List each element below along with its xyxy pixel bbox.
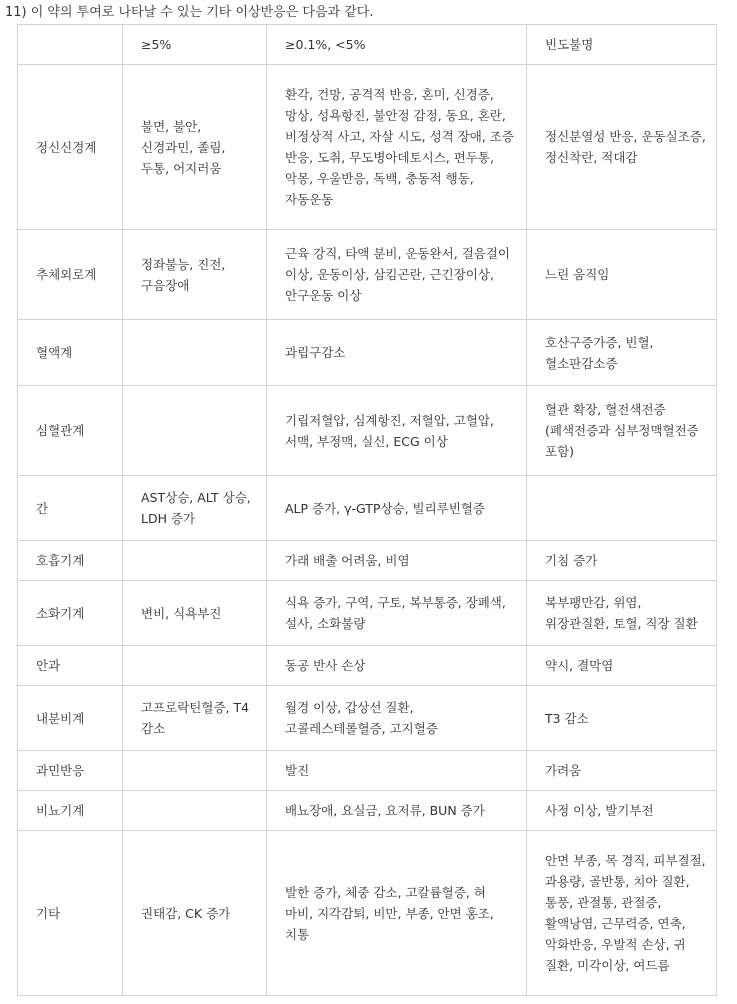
mid-cell: ALP 증가, γ-GTP상승, 빌리루빈혈증 — [267, 476, 527, 541]
table-row — [18, 791, 717, 831]
unknown-cell — [527, 476, 717, 541]
category-cell: 심혈관계 — [18, 386, 123, 476]
category-cell: 기타 — [18, 831, 123, 996]
table-row — [18, 320, 717, 386]
table-row — [18, 230, 717, 320]
mid-cell: 과립구감소 — [267, 320, 527, 386]
unknown-cell: 안면 부종, 목 경직, 피부결절, 과용량, 골반통, 치아 질환, 통풍, 관절통, 관절증, 활액낭염, 근무력증, 연축, 악화반응, 우발적 손상, 귀 질환, 미각이상, 여드름 — [527, 831, 717, 996]
unknown-cell: T3 감소 — [527, 686, 717, 751]
category-cell: 정신신경계 — [18, 65, 123, 230]
ge5-cell: AST상승, ALT 상승, LDH 증가 — [123, 476, 267, 541]
category-cell: 안과 — [18, 646, 123, 686]
ge5-cell — [123, 646, 267, 686]
mid-cell: 식욕 증가, 구역, 구토, 복부통증, 장폐색, 설사, 소화불량 — [267, 581, 527, 646]
category-cell: 호흡기계 — [18, 541, 123, 581]
mid-cell: 기립저혈압, 심계항진, 저혈압, 고혈압, 서맥, 부정맥, 실신, ECG 이상 — [267, 386, 527, 476]
unknown-cell: 기침 증가 — [527, 541, 717, 581]
category-cell: 추체외로계 — [18, 230, 123, 320]
category-cell: 비뇨기계 — [18, 791, 123, 831]
header-cell-category — [18, 25, 123, 65]
table-row — [18, 65, 717, 230]
category-cell: 내분비계 — [18, 686, 123, 751]
unknown-cell: 정신분열성 반응, 운동실조증, 정신착란, 적대감 — [527, 65, 717, 230]
unknown-cell: 혈관 확장, 혈전색전증(폐색전증과 심부정맥혈전증 포함) — [527, 386, 717, 476]
header-cell-unknown: 빈도불명 — [527, 25, 717, 65]
ge5-cell: 권태감, CK 증가 — [123, 831, 267, 996]
unknown-cell: 느린 움직임 — [527, 230, 717, 320]
ge5-cell — [123, 320, 267, 386]
table-row — [18, 386, 717, 476]
table-row — [18, 646, 717, 686]
ge5-cell: 불면, 불안, 신경과민, 졸림, 두통, 어지러움 — [123, 65, 267, 230]
header-cell-ge5: ≥5% — [123, 25, 267, 65]
ge5-cell — [123, 386, 267, 476]
table-row — [18, 581, 717, 646]
mid-cell: 발한 증가, 체중 감소, 고칼륨혈증, 혀 마비, 지각감퇴, 비만, 부종, 안면 홍조, 치통 — [267, 831, 527, 996]
ge5-cell: 변비, 식욕부진 — [123, 581, 267, 646]
header-cell-mid: ≥0.1%, <5% — [267, 25, 527, 65]
mid-cell: 동공 반사 손상 — [267, 646, 527, 686]
unknown-cell: 호산구증가증, 빈혈, 혈소판감소증 — [527, 320, 717, 386]
unknown-cell: 복부팽만감, 위염, 위장관질환, 토혈, 직장 질환 — [527, 581, 717, 646]
unknown-cell: 사정 이상, 발기부전 — [527, 791, 717, 831]
adverse-reactions-table — [17, 24, 717, 996]
category-cell: 혈액계 — [18, 320, 123, 386]
ge5-cell — [123, 541, 267, 581]
ge5-cell — [123, 751, 267, 791]
category-cell: 간 — [18, 476, 123, 541]
mid-cell: 배뇨장애, 요실금, 요저류, BUN 증가 — [267, 791, 527, 831]
table-row — [18, 831, 717, 996]
unknown-cell: 가려움 — [527, 751, 717, 791]
table-row — [18, 541, 717, 581]
ge5-cell: 고프로락틴혈증, T4 감소 — [123, 686, 267, 751]
table-row — [18, 686, 717, 751]
table-header-row — [18, 25, 717, 65]
ge5-cell: 정좌불능, 진전, 구음장애 — [123, 230, 267, 320]
ge5-cell — [123, 791, 267, 831]
category-cell: 과민반응 — [18, 751, 123, 791]
mid-cell: 근육 강직, 타액 분비, 운동완서, 걸음걸이 이상, 운동이상, 삼킴곤란, 근긴장이상, 안구운동 이상 — [267, 230, 527, 320]
mid-cell: 발진 — [267, 751, 527, 791]
table-caption: 11) 이 약의 투여로 나타날 수 있는 기타 이상반응은 다음과 같다. — [5, 5, 374, 20]
unknown-cell: 약시, 결막염 — [527, 646, 717, 686]
category-cell: 소화기계 — [18, 581, 123, 646]
mid-cell: 월경 이상, 갑상선 질환, 고콜레스테롤혈증, 고지혈증 — [267, 686, 527, 751]
mid-cell: 가래 배출 어려움, 비염 — [267, 541, 527, 581]
mid-cell: 환각, 건망, 공격적 반응, 혼미, 신경증, 망상, 성욕항진, 불안정 감정, 동요, 혼란, 비정상적 사고, 자살 시도, 성격 장애, 조증 반응, 도취, 무도병아데토시스, 편두통, 악몽, 우울반응, 독백, 충동적 행동, 자동운동 — [267, 65, 527, 230]
table-row — [18, 476, 717, 541]
table-row — [18, 751, 717, 791]
